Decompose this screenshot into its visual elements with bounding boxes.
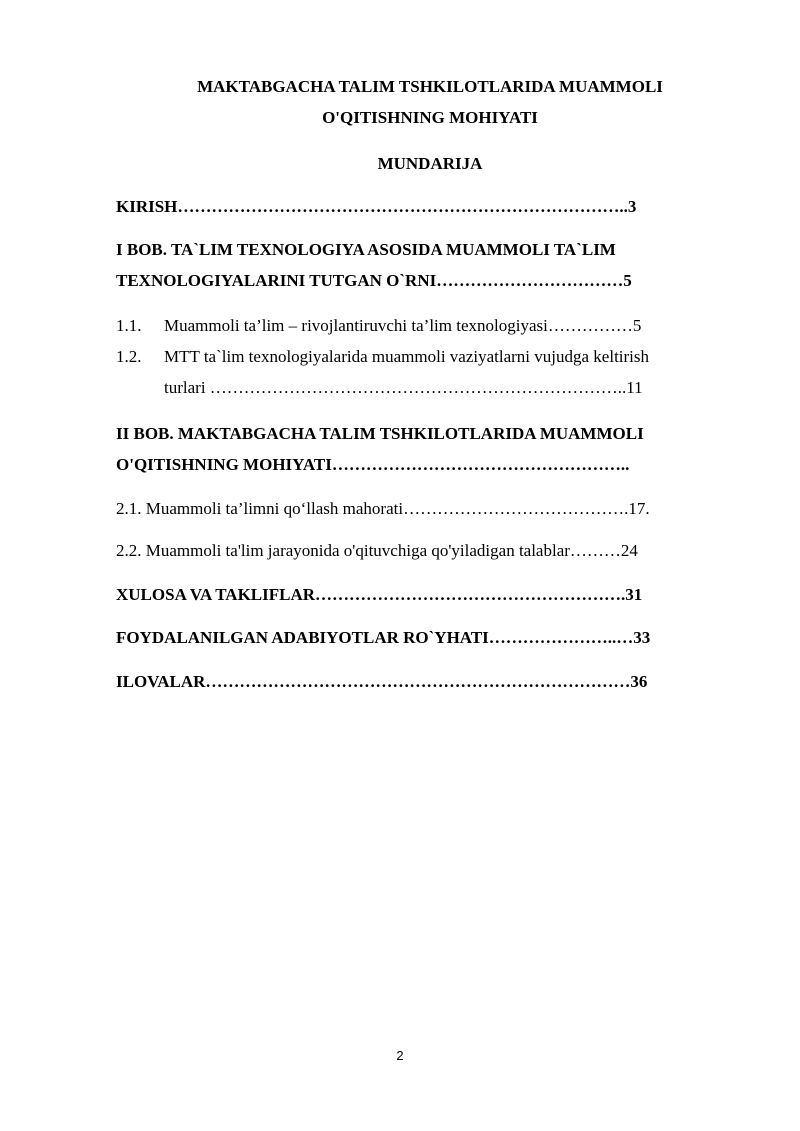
toc-section-2-1: 2.1. Muammoli ta’limni qo‘llash mahorati………………………………….17. [116, 499, 650, 518]
toc-entry-chapter-2-line-2: O'QITISHNING MOHIYATI…………………………………………….. [116, 455, 630, 474]
toc-section-1-2-line-2: turlari ………………………………………………………………..11 [164, 378, 643, 397]
toc-section-1-2-line-1: MTT ta`lim texnologiyalarida muammoli vaziyatlarni vujudga keltirish [164, 347, 650, 366]
document-title-line-2: O'QITISHNING MOHIYATI [322, 108, 538, 127]
toc-section-1-1-number: 1.1. [116, 316, 142, 335]
toc-entry-chapter-2-line-1: II BOB. MAKTABGACHA TALIM TSHKILOTLARIDA MUAMMOLI [116, 424, 644, 443]
toc-entry-ilovalar: ILOVALAR…………………………………………………………………36 [116, 672, 648, 691]
toc-entry-adabiyotlar: FOYDALANILGAN ADABIYOTLAR RO`YHATI…………………..…33 [116, 628, 651, 647]
toc-section-1-1-text: Muammoli ta’lim – rivojlantiruvchi ta’lim texnologiyasi……………5 [164, 316, 642, 335]
document-title-line-1: MAKTABGACHA TALIM TSHKILOTLARIDA MUAMMOLI [197, 77, 663, 96]
page-number: 2 [396, 1048, 404, 1063]
contents-heading: MUNDARIJA [377, 154, 483, 173]
toc-section-1-2-number: 1.2. [116, 347, 142, 366]
toc-section-2-2: 2.2. Muammoli ta'lim jarayonida o'qituvchiga qo'yiladigan talablar………24 [116, 541, 638, 560]
toc-entry-kirish: KIRISH……………………………………………………………………..3 [116, 197, 637, 216]
toc-entry-chapter-1-line-2: TEXNOLOGIYALARINI TUTGAN O`RNI……………………………5 [116, 271, 632, 290]
toc-entry-xulosa: XULOSA VA TAKLIFLAR……………………………………………….31 [116, 585, 643, 604]
toc-entry-chapter-1-line-1: I BOB. TA`LIM TEXNOLOGIYA ASOSIDA MUAMMOLI TA`LIM [116, 240, 616, 259]
